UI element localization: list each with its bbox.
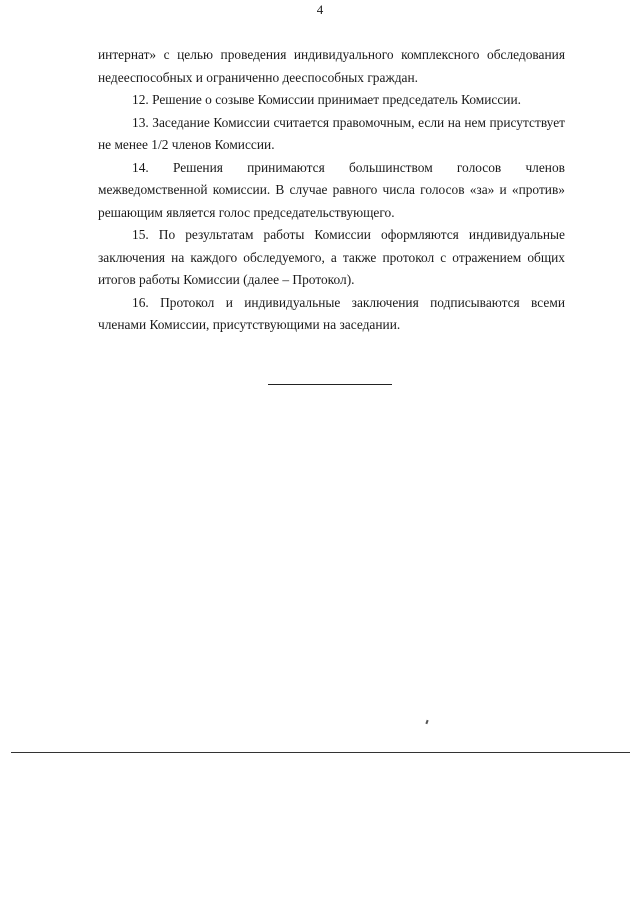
paragraph-12: 12. Решение о созыве Комиссии принимает председатель Комиссии. [132,92,521,107]
scan-edge-line [11,752,630,753]
scan-artifact-mark [425,720,428,724]
document-body [98,44,565,337]
paragraph-13: 13. Заседание Комиссии считается правомочным, если на нем присутствует не менее 1/2 членов Комиссии. [98,114,565,152]
paragraph-16: 16. Протокол и индивидуальные заключения подписываются всеми членами Комиссии, присутствующими на заседании. [98,294,565,332]
page-number: 4 [316,2,324,17]
end-of-document-rule [268,384,392,385]
paragraph-15: 15. По результатам работы Комиссии оформляются индивидуальные заключения на каждого обследуемого, а также протокол с отражением общих итогов работы Комиссии (далее – Протокол). [98,227,565,287]
paragraph-14: 14. Решения принимаются большинством голосов членов межведомственной комиссии. В случае равного числа голосов «за» и «против» решающим является голос председательствующего. [98,159,565,220]
paragraph-11-continuation: интернат» с целью проведения индивидуального комплексного обследования недееспособных и ограниченно дееспособных граждан. [98,47,565,85]
